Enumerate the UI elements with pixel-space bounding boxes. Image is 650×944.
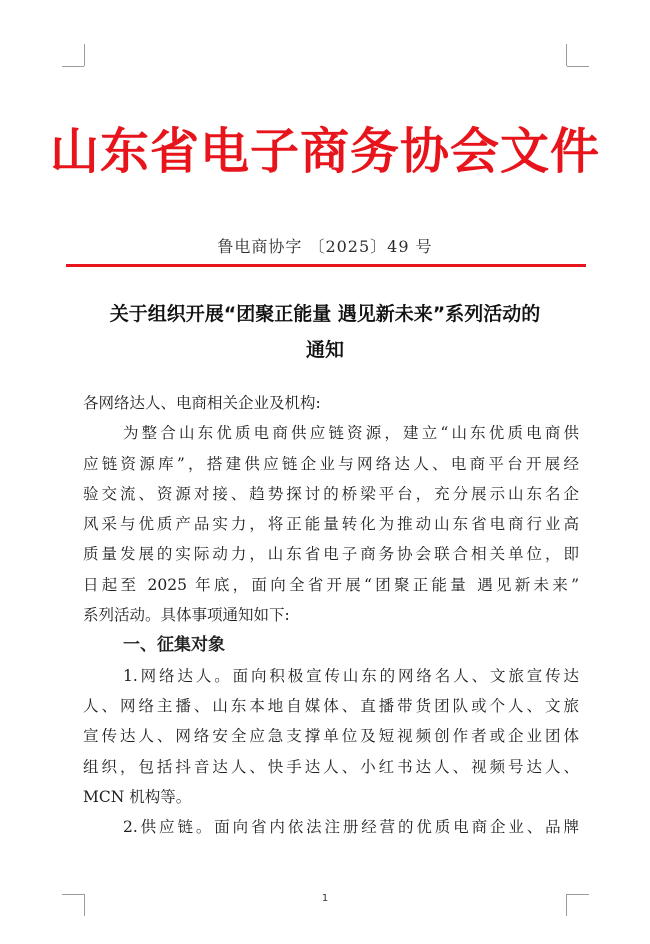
red-separator-line	[66, 264, 586, 267]
salutation: 各网络达人、电商相关企业及机构:	[83, 394, 321, 412]
paragraph-line: 组织，包括抖音达人、快手达人、小红书达人、视频号达人、	[83, 757, 579, 776]
paragraph-line: 验交流、资源对接、趋势探讨的桥梁平台，充分展示山东名企	[83, 484, 579, 503]
paragraph-line: 日起至 2025 年底，面向全省开展“团聚正能量 遇见新未来”	[83, 575, 579, 594]
paragraph-line: 质量发展的实际动力，山东省电子商务协会联合相关单位，即	[83, 545, 579, 564]
paragraph-line: 2.供应链。面向省内依法注册经营的优质电商企业、品牌	[123, 818, 579, 837]
notice-title-line-2: 通知	[305, 339, 344, 361]
notice-body	[83, 388, 579, 842]
notice-title	[60, 296, 590, 368]
paragraph-line: 1.网络达人。面向积极宣传山东的网络名人、文旅宣传达	[123, 666, 579, 685]
paragraph-line: 人、网络主播、山东本地自媒体、直播带货团队或个人、文旅	[83, 696, 579, 715]
paragraph-line: 为整合山东优质电商供应链资源，建立“山东优质电商供	[123, 424, 579, 443]
paragraph-line: MCN 机构等。	[83, 787, 192, 806]
notice-title-line-1: 关于组织开展“团聚正能量 遇见新未来”系列活动的	[109, 303, 541, 325]
page-number: 1	[321, 893, 329, 904]
paragraph-line: 风采与优质产品实力，将正能量转化为推动山东省电商行业高	[83, 515, 579, 534]
crop-mark-top-right-h	[567, 66, 589, 67]
crop-mark-top-left-v	[84, 44, 85, 66]
paragraph-line: 应链资源库”，搭建供应链企业与网络达人、电商平台开展经	[83, 454, 579, 473]
crop-mark-top-right-v	[566, 44, 567, 66]
document-number: 鲁电商协字 〔2025〕49 号	[217, 237, 433, 256]
section-heading: 一、征集对象	[123, 635, 225, 656]
crop-mark-top-left-h	[62, 66, 84, 67]
paragraph-line: 系列活动。具体事项通知如下:	[83, 606, 290, 625]
organization-document-title: 山东省电子商务协会文件	[49, 122, 600, 180]
paragraph-line: 宣传达人、网络安全应急支撑单位及短视频创作者或企业团体	[83, 727, 579, 746]
